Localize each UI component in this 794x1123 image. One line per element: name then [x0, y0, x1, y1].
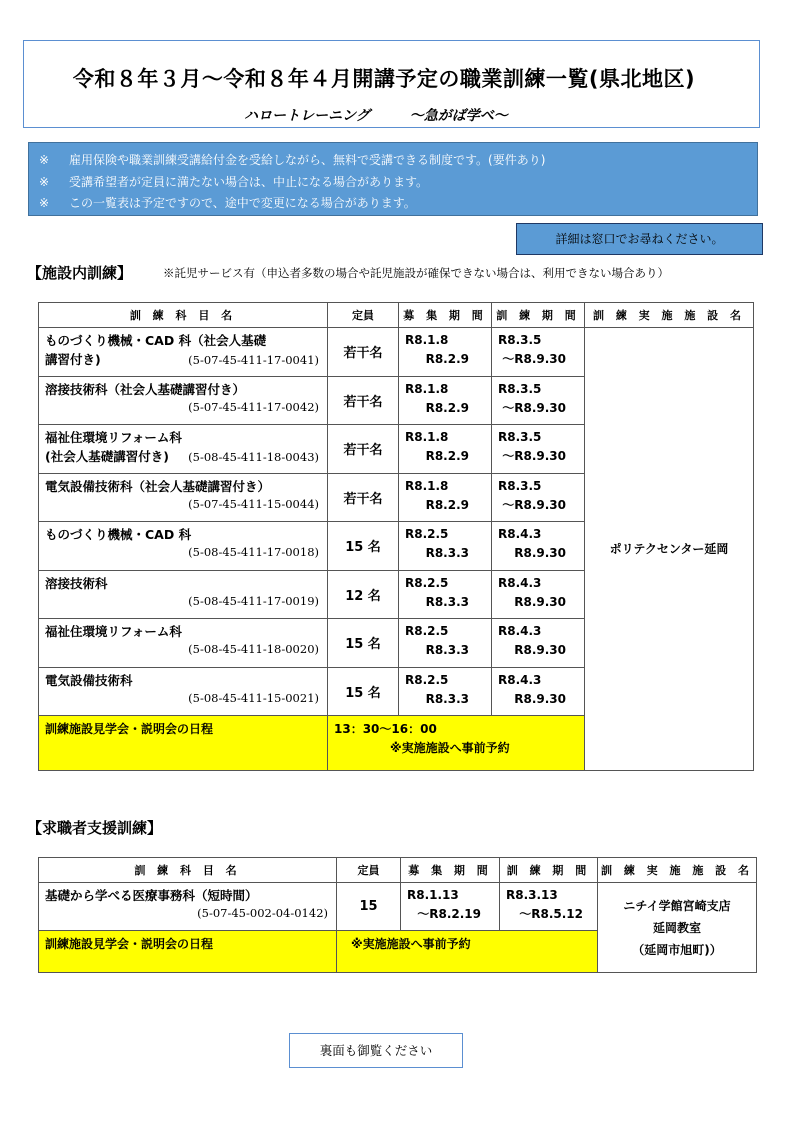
course-code: (5-08-45-411-17-0018) — [188, 545, 319, 559]
event-label: 訓練施設見学会・説明会の日程 — [45, 722, 214, 736]
capacity: 15 名 — [328, 522, 399, 571]
subtitle-right: ～急がば学べ～ — [409, 108, 508, 124]
capacity: 15 — [337, 883, 401, 931]
notice-line: ※ 雇用保険や職業訓練受講給付金を受給しながら、無料で受講できる制度です。(要件あり) — [39, 153, 546, 167]
course-name: 電気設備技術科（社会人基礎講習付き） — [45, 478, 271, 494]
table-row: 電気設備技術科 (5-08-45-411-15-0021) 15 名 R8.2.5 R8.3.3 R8.4.3 R8.9.30 — [39, 667, 754, 716]
capacity: 若干名 — [328, 328, 399, 377]
subtitle-left: ハロートレーニング — [244, 108, 370, 124]
course-code: (5-07-45-411-17-0042) — [188, 399, 319, 414]
course-name: 福祉住環境リフォーム科 — [45, 624, 182, 639]
event-time: 13：30～16：00 — [334, 722, 437, 736]
facility-training-table — [38, 302, 754, 771]
section-heading-facility: 【施設内訓練】 — [27, 264, 133, 282]
section-heading-jobseeker: 【求職者支援訓練】 — [27, 819, 163, 837]
notice-box — [28, 142, 758, 216]
childcare-note: ※託児サービス有（申込者多数の場合や託児施設が確保できない場合は、利用できない場合あり） — [163, 266, 669, 280]
table-header-row: 訓 練 科 目 名 定員 募 集 期 間 訓 練 期 間 訓 練 実 施 施 設 名 — [39, 303, 754, 328]
event-note: ※実施施設へ事前予約 — [390, 741, 510, 755]
course-name: ものづくり機械・CAD 科 — [45, 527, 192, 542]
back-side-note: 裏面も御覧ください — [289, 1033, 463, 1068]
inquiry-box: 詳細は窓口でお尋ねください。 — [516, 223, 763, 255]
table-header-row: 訓 練 科 目 名 定員 募 集 期 間 訓 練 期 間 訓 練 実 施 施 設 名 — [39, 858, 757, 883]
page-subtitle — [244, 105, 508, 125]
table-row: 福祉住環境リフォーム科 (5-08-45-411-18-0020) 15 名 R8.2.5 R8.3.3 R8.4.3 R8.9.30 — [39, 619, 754, 668]
capacity: 12 名 — [328, 570, 399, 619]
notice-line: ※ この一覧表は予定ですので、途中で変更になる場合があります。 — [39, 196, 416, 210]
course-code: (5-08-45-411-15-0021) — [188, 690, 319, 705]
capacity: 若干名 — [328, 376, 399, 425]
course-code: (5-07-45-411-15-0044) — [188, 496, 319, 511]
course-name: 福祉住環境リフォーム科(社会人基礎講習付き) — [45, 430, 182, 464]
table-row: ものづくり機械・CAD 科 (5-08-45-411-17-0018) 15 名 R8.2.5 R8.3.3 R8.4.3 R8.9.30 — [39, 522, 754, 571]
notice-line: ※ 受講希望者が定員に満たない場合は、中止になる場合があります。 — [39, 174, 429, 189]
table-row: 基礎から学べる医療事務科（短時間） (5-07-45-002-04-0142) 15 R8.1.13 ～R8.2.19 R8.3.13 ～R8.5.12 ニチイ学館宮崎支店 延岡教室 （延岡市旭町)） — [39, 883, 757, 931]
course-name: 溶接技術科（社会人基礎講習付き） — [45, 381, 246, 397]
capacity: 若干名 — [328, 473, 399, 522]
capacity: 15 名 — [328, 619, 399, 668]
course-name: 基礎から学べる医療事務科（短時間） — [45, 888, 258, 903]
course-name: 溶接技術科 — [45, 575, 108, 591]
table-row: ものづくり機械・CAD 科（社会人基礎講習付き) (5-07-45-411-17-0041) 若干名 R8.1.8 R8.2.9 R8.3.5 ～R8.9.30 ポリテクセンター延岡 — [39, 328, 754, 377]
title-box — [23, 40, 760, 128]
course-name: 電気設備技術科 — [45, 672, 133, 688]
table-row: 電気設備技術科（社会人基礎講習付き） (5-07-45-411-15-0044) 若干名 R8.1.8 R8.2.9 R8.3.5 ～R8.9.30 — [39, 473, 754, 522]
table-row: 溶接技術科（社会人基礎講習付き） (5-07-45-411-17-0042) 若干名 R8.1.8 R8.2.9 R8.3.5 ～R8.9.30 — [39, 376, 754, 425]
course-code: (5-07-45-002-04-0142) — [197, 906, 328, 920]
course-code: (5-08-45-411-17-0019) — [188, 593, 319, 608]
facility-name: ニチイ学館宮崎支店 延岡教室 （延岡市旭町)） — [598, 883, 757, 973]
page-title: 令和８年３月～令和８年４月開講予定の職業訓練一覧(県北地区) — [72, 67, 696, 91]
course-code: (5-08-45-411-18-0020) — [188, 642, 319, 656]
event-label: 訓練施設見学会・説明会の日程 — [45, 937, 214, 951]
table-row: 溶接技術科 (5-08-45-411-17-0019) 12 名 R8.2.5 R8.3.3 R8.4.3 R8.9.30 — [39, 570, 754, 619]
event-note: ※実施施設へ事前予約 — [351, 937, 471, 951]
jobseeker-training-table — [38, 857, 757, 973]
facility-name: ポリテクセンター延岡 — [585, 328, 754, 771]
course-code: (5-07-45-411-17-0041) — [188, 353, 319, 367]
capacity: 15 名 — [328, 667, 399, 716]
table-row: 福祉住環境リフォーム科(社会人基礎講習付き) (5-08-45-411-18-0043) 若干名 R8.1.8 R8.2.9 R8.3.5 ～R8.9.30 — [39, 425, 754, 474]
course-code: (5-08-45-411-18-0043) — [188, 450, 319, 464]
capacity: 若干名 — [328, 425, 399, 474]
course-name: ものづくり機械・CAD 科（社会人基礎講習付き) — [45, 333, 267, 367]
